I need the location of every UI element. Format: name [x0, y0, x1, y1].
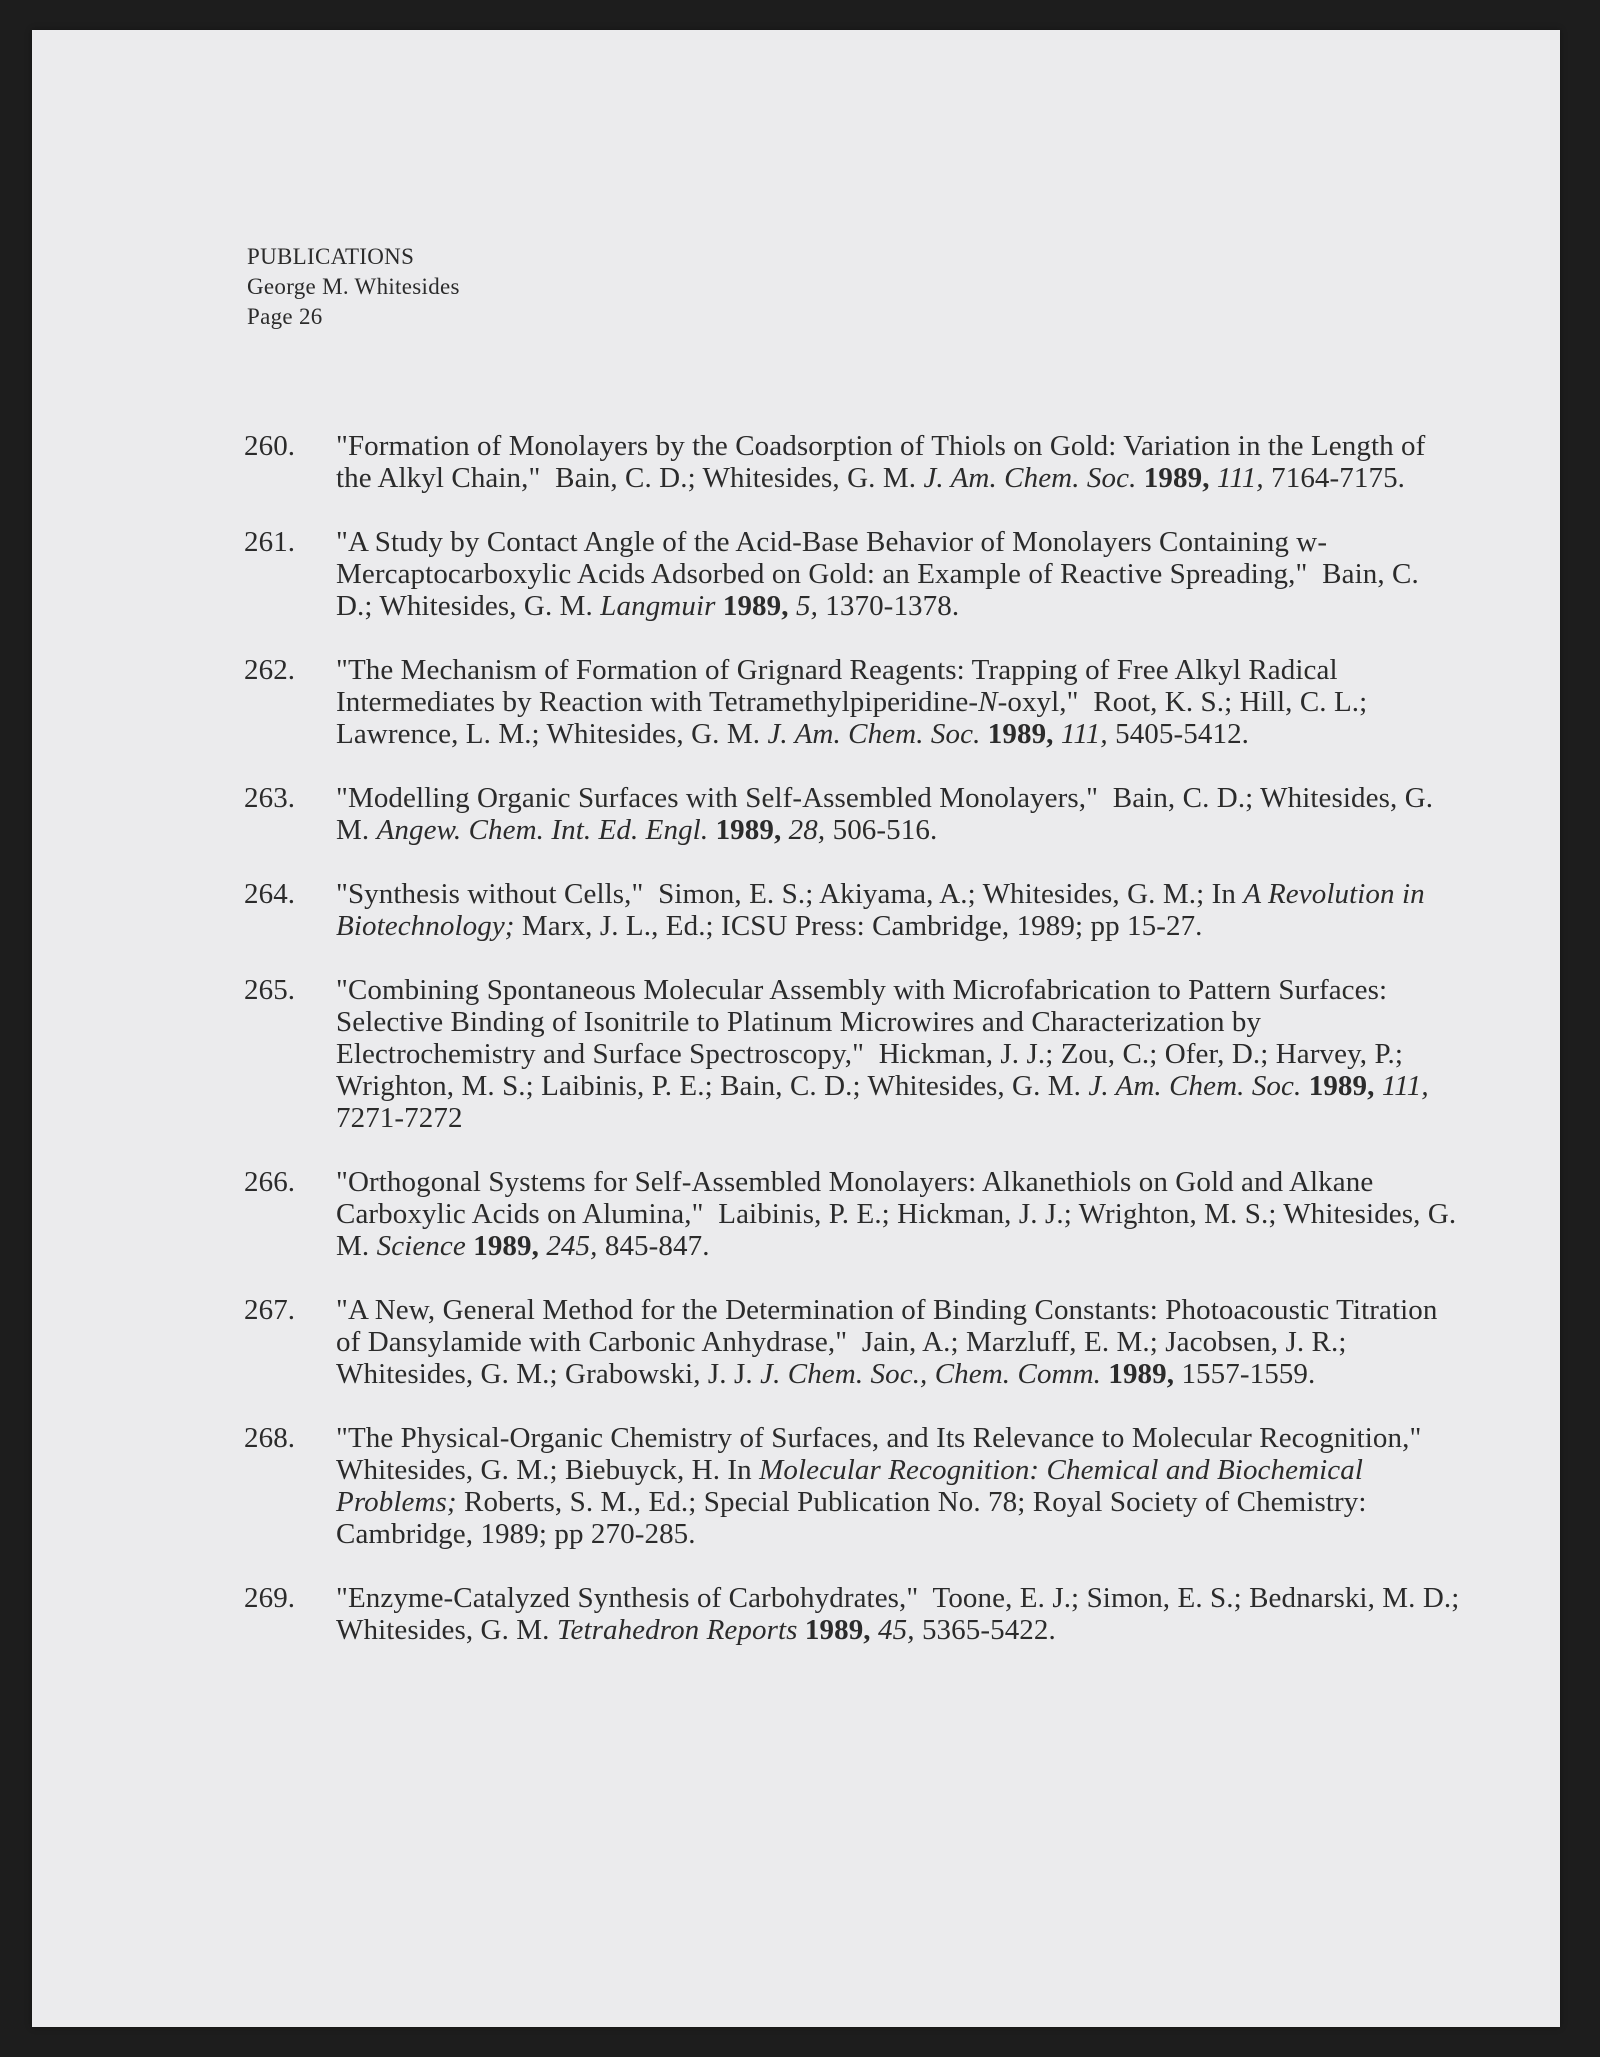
entry-number: 263. [244, 782, 296, 814]
entry-authors: Laibinis, P. E.; Hickman, J. J.; Wrighton, M. S.; Whitesides, G. M. [336, 1198, 1457, 1262]
entry-volume: 111, [1381, 1070, 1429, 1102]
entry-year: 1989, [804, 1614, 871, 1646]
entry-year: 1989, [1143, 462, 1210, 494]
entry-title: "Formation of Monolayers by the Coadsorption of Thiols on Gold: Variation in the Length of the Alkyl Chain," [336, 430, 1426, 494]
entry-authors: Jain, A.; Marzluff, E. M.; Jacobsen, J. R.; Whitesides, G. M.; Grabowski, J. J. [336, 1326, 1347, 1390]
entry-journal: Science [376, 1230, 466, 1262]
entry-number: 267. [244, 1294, 296, 1326]
header-title: PUBLICATIONS [247, 244, 415, 269]
entry-journal: Angew. Chem. Int. Ed. Engl. [376, 814, 709, 846]
entry-title: "The Mechanism of Formation of Grignard Reagents: Trapping of Free Alkyl Radical Intermediates by Reaction with Tetramethylpiperidine-N-oxyl," [336, 654, 1338, 718]
publication-list [244, 430, 1462, 1646]
entry-pages: 1557-1559. [1181, 1358, 1316, 1390]
header-author: George M. Whitesides [247, 274, 460, 299]
entry-year: 1989, [1108, 1358, 1175, 1390]
entry-year: 1989, [715, 814, 782, 846]
publication-entry-263 [244, 782, 1462, 846]
entry-authors: Whitesides, G. M.; Biebuyck, H. In [336, 1454, 752, 1486]
entry-authors: Bain, C. D.; Whitesides, G. M. [336, 558, 1419, 622]
entry-number: 269. [244, 1582, 296, 1614]
entry-number: 266. [244, 1166, 296, 1198]
entry-pages: 5365-5422. [921, 1614, 1056, 1646]
entry-journal: J. Am. Chem. Soc. [923, 462, 1137, 494]
entry-year: 1989, [987, 718, 1054, 750]
entry-volume: 111, [1060, 718, 1108, 750]
publication-entry-267 [244, 1294, 1462, 1390]
entry-number: 260. [244, 430, 296, 462]
entry-volume: 28, [788, 814, 826, 846]
entry-pages: 845-847. [604, 1230, 710, 1262]
entry-volume: 245, [546, 1230, 598, 1262]
entry-year: 1989, [722, 590, 789, 622]
entry-title: "Enzyme-Catalyzed Synthesis of Carbohydrates," [336, 1582, 919, 1614]
entry-authors: Toone, E. J.; Simon, E. S.; Bednarski, M. D.; Whitesides, G. M. [336, 1582, 1460, 1646]
entry-title: "Orthogonal Systems for Self-Assembled Monolayers: Alkanethiols on Gold and Alkane Carboxylic Acids on Alumina," [336, 1166, 1374, 1230]
entry-pages: 7164-7175. [1271, 462, 1406, 494]
entry-journal: J. Am. Chem. Soc. [1088, 1070, 1302, 1102]
entry-journal: J. Am. Chem. Soc. [767, 718, 981, 750]
entry-pages: 506-516. [832, 814, 938, 846]
entry-publication-details: Roberts, S. M., Ed.; Special Publication No. 78; Royal Society of Chemistry: Cambridge, 1989; pp 270-285. [336, 1486, 1367, 1550]
entry-journal: Tetrahedron Reports [556, 1614, 798, 1646]
publication-entry-260 [244, 430, 1462, 494]
entry-book-title: A Revolution in Biotechnology; [336, 878, 1425, 942]
entry-journal: J. Chem. Soc., Chem. Comm. [760, 1358, 1101, 1390]
entry-number: 268. [244, 1422, 296, 1454]
publication-entry-262 [244, 654, 1462, 750]
entry-authors: Hickman, J. J.; Zou, C.; Ofer, D.; Harvey, P.; Wrighton, M. S.; Laibinis, P. E.; Bain, C. D.; Whitesides, G. M. [336, 1038, 1404, 1102]
entry-year: 1989, [473, 1230, 539, 1262]
page-header [247, 242, 460, 332]
entry-publication-details: Marx, J. L., Ed.; ICSU Press: Cambridge, 1989; pp 15-27. [521, 910, 1203, 942]
entry-authors: Bain, C. D.; Whitesides, G. M. [336, 782, 1434, 846]
publication-entry-261 [244, 526, 1462, 622]
entry-pages: 5405-5412. [1115, 718, 1250, 750]
entry-volume: 5, [795, 590, 818, 622]
entry-title: "Synthesis without Cells," [336, 878, 644, 910]
header-page-number: Page 26 [247, 304, 323, 329]
entry-volume: 111, [1216, 462, 1264, 494]
entry-book-title: Molecular Recognition: Chemical and Biochemical Problems; [336, 1454, 1364, 1518]
entry-pages: 1370-1378. [825, 590, 960, 622]
entry-authors: Root, K. S.; Hill, C. L.; Lawrence, L. M.; Whitesides, G. M. [336, 686, 1368, 750]
entry-number: 262. [244, 654, 296, 686]
publication-entry-266 [244, 1166, 1462, 1262]
entry-pages: 7271-7272 [336, 1102, 463, 1134]
publication-entry-265 [244, 974, 1462, 1134]
entry-year: 1989, [1308, 1070, 1375, 1102]
document-page [32, 30, 1560, 2027]
entry-title: "Modelling Organic Surfaces with Self-Assembled Monolayers," [336, 782, 1099, 814]
entry-number: 261. [244, 526, 296, 558]
entry-number: 264. [244, 878, 296, 910]
entry-title: "Combining Spontaneous Molecular Assembly with Microfabrication to Pattern Surfaces: Selective Binding of Isonitrile to Platinum Microwires and Characterization by Electrochemistry and Surface Spectroscopy," [336, 974, 1388, 1070]
publication-entry-268 [244, 1422, 1462, 1550]
entry-title: "A New, General Method for the Determination of Binding Constants: Photoacoustic Titration of Dansylamide with Carbonic Anhydrase," [336, 1294, 1438, 1358]
publication-entry-269 [244, 1582, 1462, 1646]
entry-authors: Bain, C. D.; Whitesides, G. M. [555, 462, 917, 494]
entry-volume: 45, [878, 1614, 915, 1646]
entry-number: 265. [244, 974, 296, 1006]
publication-entry-264 [244, 878, 1462, 942]
entry-journal: Langmuir [600, 590, 716, 622]
entry-title: "A Study by Contact Angle of the Acid-Base Behavior of Monolayers Containing w-Mercaptocarboxylic Acids Adsorbed on Gold: an Example of Reactive Spreading," [336, 526, 1328, 590]
entry-title: "The Physical-Organic Chemistry of Surfaces, and Its Relevance to Molecular Recognition," [336, 1422, 1422, 1454]
entry-authors: Simon, E. S.; Akiyama, A.; Whitesides, G. M.; In [658, 878, 1236, 910]
